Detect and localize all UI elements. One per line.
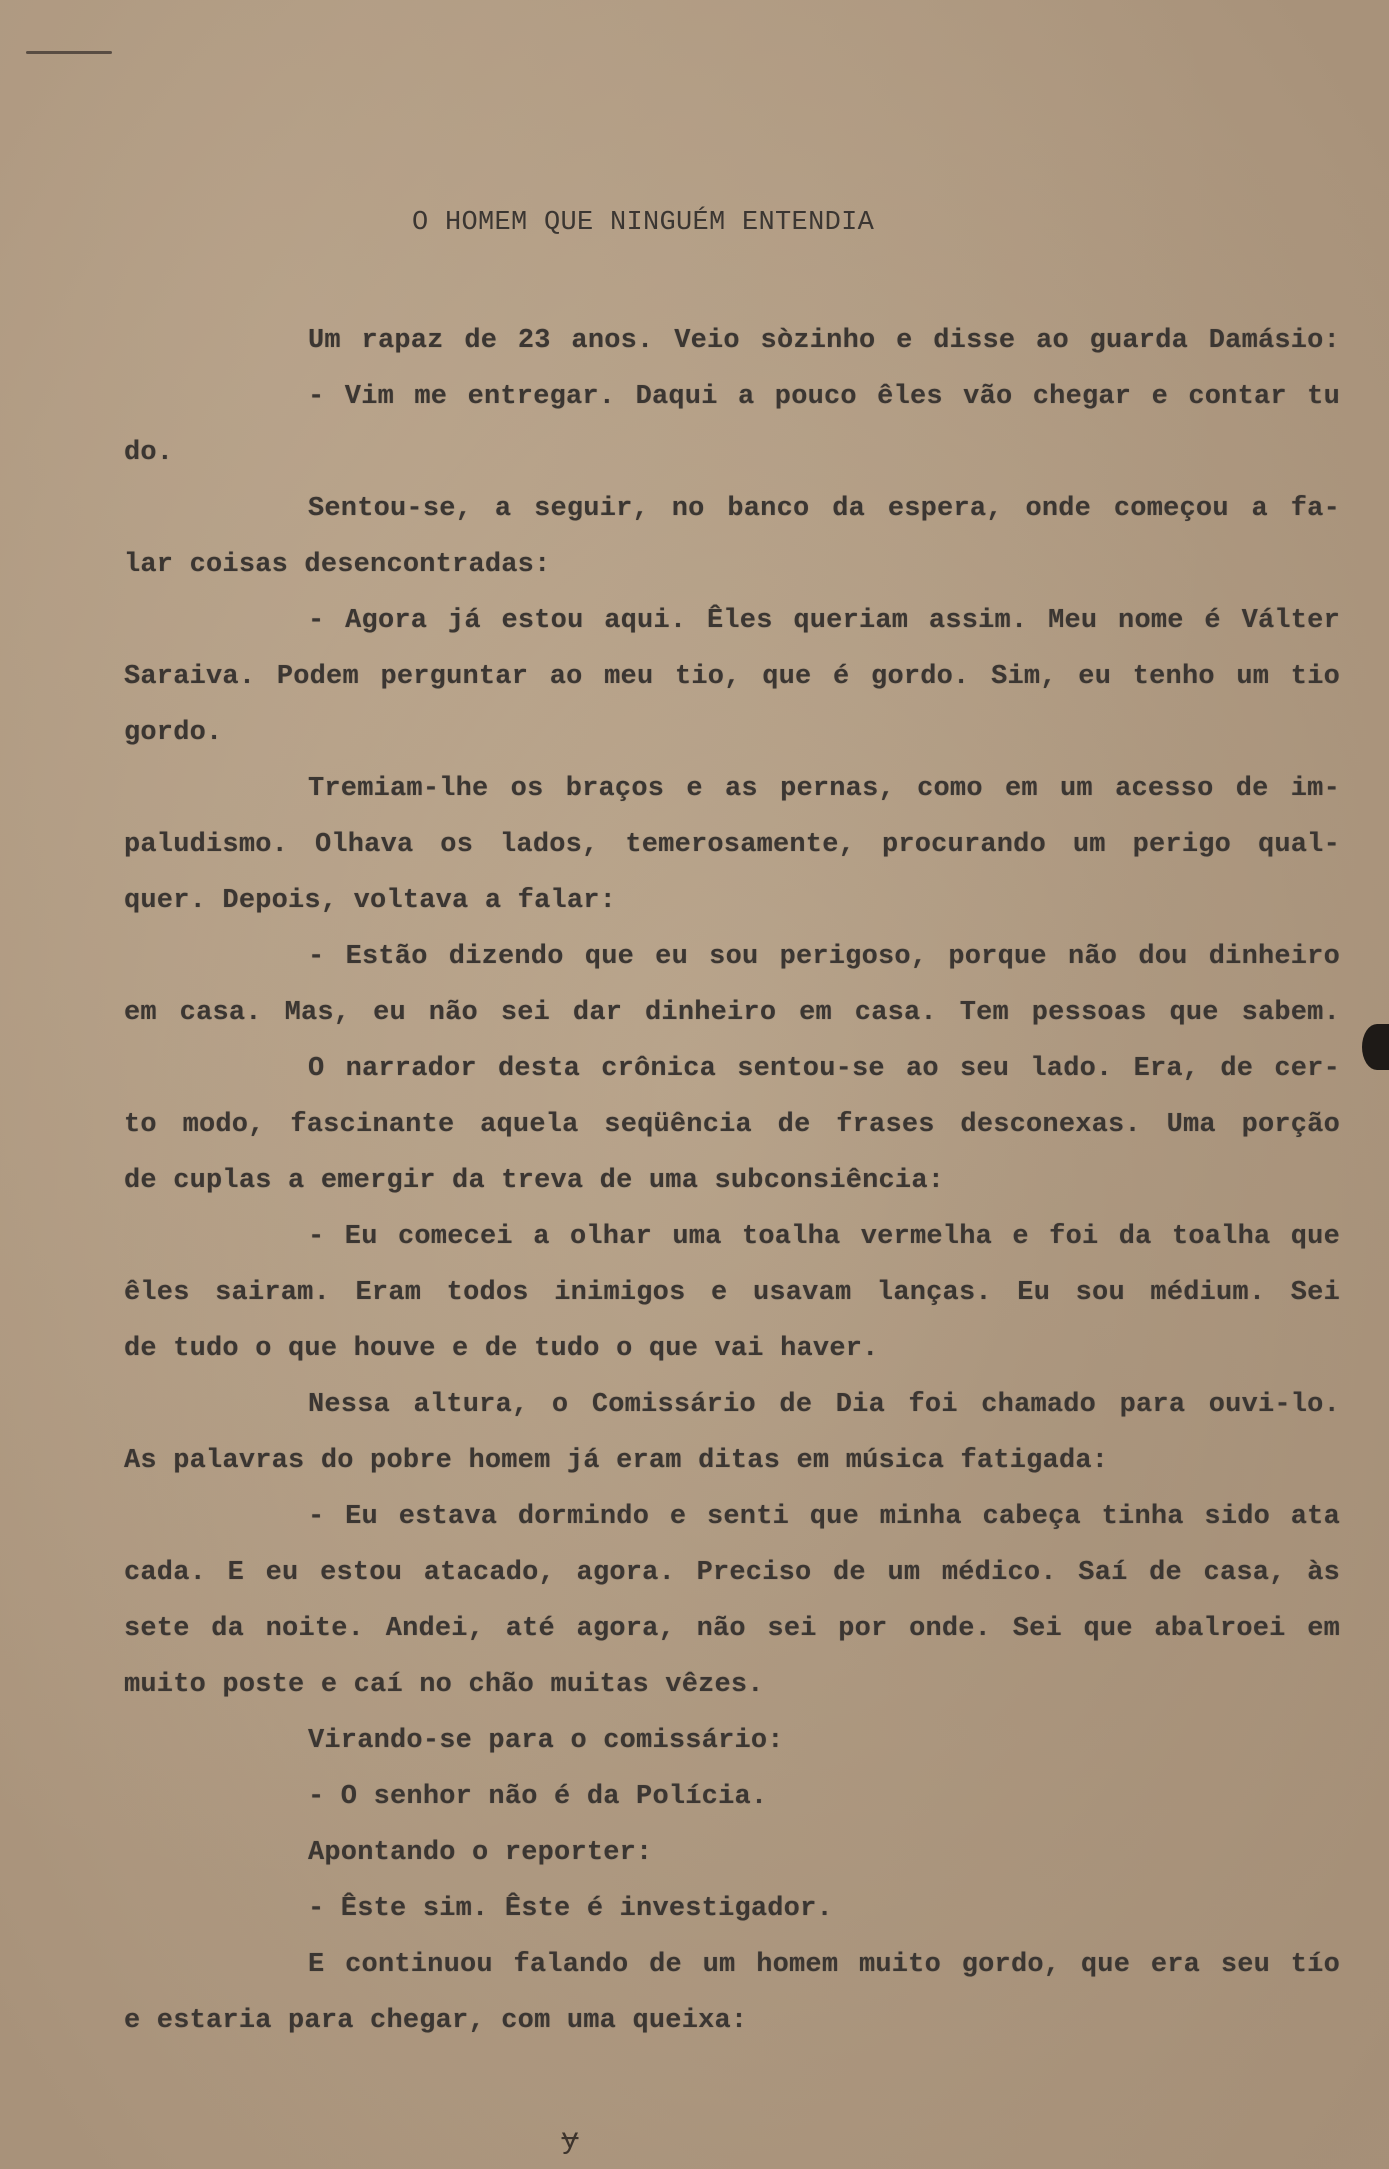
text-line: - Estão dizendo que eu sou perigoso, porque não dou dinheiro	[308, 942, 1340, 972]
text-line: cada. E eu estou atacado, agora. Preciso de um médico. Saí de casa, às	[124, 1558, 1340, 1588]
text-line: As palavras do pobre homem já eram ditas em música fatigada:	[124, 1446, 1109, 1476]
text-line: sete da noite. Andei, até agora, não sei por onde. Sei que abalroei em	[124, 1614, 1340, 1644]
text-line: - Êste sim. Êste é investigador.	[308, 1894, 833, 1924]
document-body	[124, 313, 1340, 2049]
text-line: gordo.	[124, 718, 223, 748]
text-line: - Agora já estou aqui. Êles queriam assim. Meu nome é Válter	[308, 606, 1340, 636]
text-line: Saraiva. Podem perguntar ao meu tio, que é gordo. Sim, eu tenho um tio	[124, 662, 1340, 692]
text-line: E continuou falando de um homem muito gordo, que era seu tío	[308, 1950, 1340, 1980]
text-line: muito poste e caí no chão muitas vêzes.	[124, 1670, 764, 1700]
document-title: O HOMEM QUE NINGUÉM ENTENDIA	[412, 208, 875, 238]
text-line: do.	[124, 438, 174, 468]
bottom-ink-mark: ɏ	[561, 2124, 580, 2158]
text-line: Sentou-se, a seguir, no banco da espera, onde começou a fa-	[308, 494, 1340, 524]
text-line: - Eu comecei a olhar uma toalha vermelha e foi da toalha que	[308, 1222, 1340, 1252]
text-line: Virando-se para o comissário:	[308, 1726, 784, 1756]
ink-dash-mark	[26, 51, 112, 54]
text-line: paludismo. Olhava os lados, temerosamente, procurando um perigo qual-	[124, 830, 1340, 860]
text-line: quer. Depois, voltava a falar:	[124, 886, 617, 916]
text-line: - Eu estava dormindo e senti que minha cabeça tinha sido ata	[308, 1502, 1340, 1532]
text-line: de cuplas a emergir da treva de uma subconsiência:	[124, 1166, 945, 1196]
text-line: Tremiam-lhe os braços e as pernas, como em um acesso de im-	[308, 774, 1340, 804]
text-line: e estaria para chegar, com uma queixa:	[124, 2006, 748, 2036]
text-line: êles sairam. Eram todos inimigos e usavam lanças. Eu sou médium. Sei	[124, 1278, 1340, 1308]
text-line: lar coisas desencontradas:	[124, 550, 551, 580]
text-line: Apontando o reporter:	[308, 1838, 653, 1868]
text-line: to modo, fascinante aquela seqüência de frases desconexas. Uma porção	[124, 1110, 1340, 1140]
text-line: Um rapaz de 23 anos. Veio sòzinho e disse ao guarda Damásio:	[308, 326, 1340, 356]
text-line: Nessa altura, o Comissário de Dia foi chamado para ouvi-lo.	[308, 1390, 1340, 1420]
text-line: O narrador desta crônica sentou-se ao seu lado. Era, de cer-	[308, 1054, 1340, 1084]
text-line: - Vim me entregar. Daqui a pouco êles vão chegar e contar tu	[308, 382, 1340, 412]
ink-blot	[1362, 1024, 1389, 1070]
text-line: de tudo o que houve e de tudo o que vai haver.	[124, 1334, 879, 1364]
text-line: - O senhor não é da Polícia.	[308, 1782, 768, 1812]
text-line: em casa. Mas, eu não sei dar dinheiro em casa. Tem pessoas que sabem.	[124, 998, 1340, 1028]
